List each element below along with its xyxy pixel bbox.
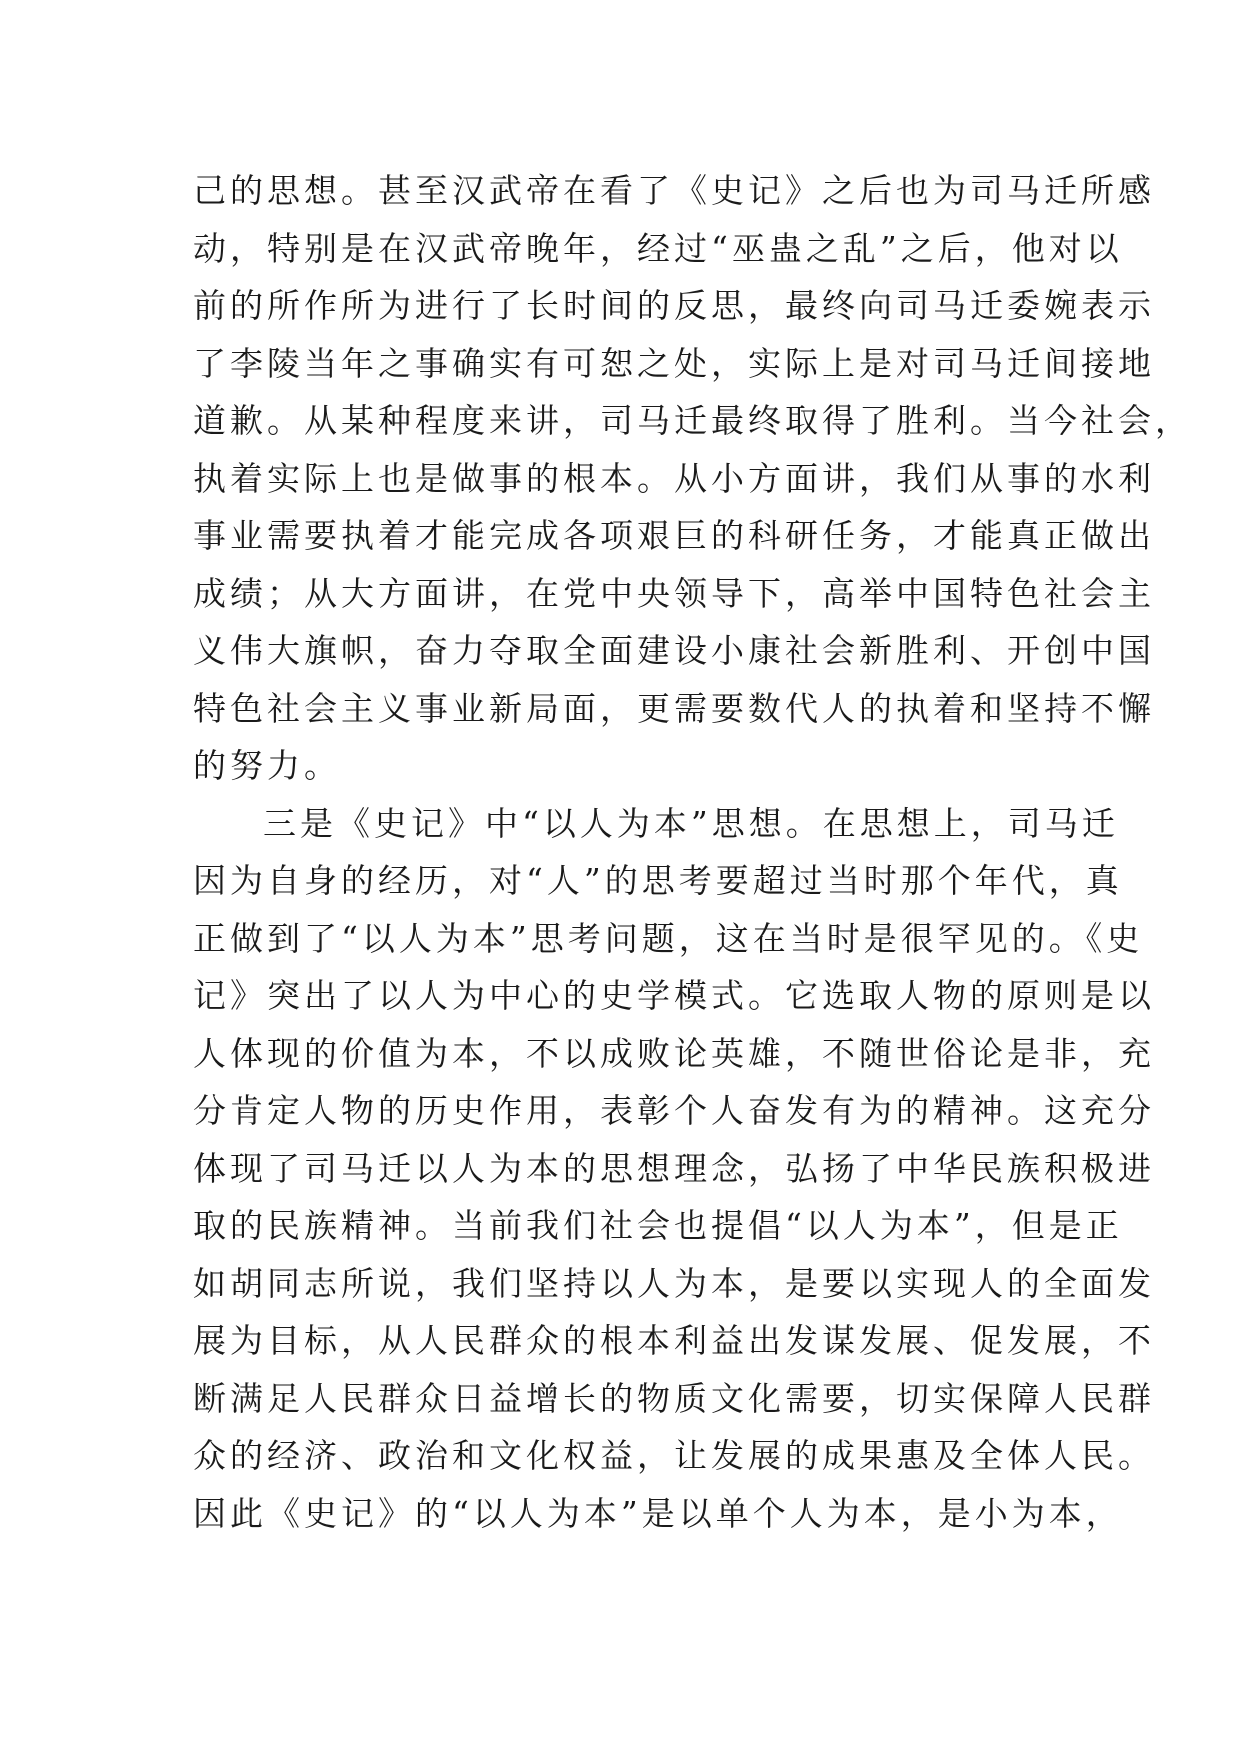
- text-line: 如胡同志所说，我们坚持以人为本，是要以实现人的全面发: [193, 1263, 1155, 1303]
- text-line: 了李陵当年之事确实有可恕之处，实际上是对司马迁间接地: [193, 343, 1155, 383]
- body-text: [193, 162, 1192, 1542]
- text-line: 己的思想。甚至汉武帝在看了《史记》之后也为司马迁所感: [193, 171, 1155, 210]
- text-line: 取的民族精神。当前我们社会也提倡“以人为本”，但是正: [193, 1206, 1123, 1245]
- text-line: 的努力。: [193, 746, 341, 785]
- text-line: 人体现的价值为本，不以成败论英雄，不随世俗论是非，充: [193, 1033, 1155, 1073]
- text-line: 成绩；从大方面讲，在党中央领导下，高举中国特色社会主: [193, 573, 1155, 613]
- paragraph-2: [193, 795, 1155, 1543]
- text-line: 动，特别是在汉武帝晚年，经过“巫蛊之乱”之后，他对以: [193, 228, 1123, 268]
- text-line: 正做到了“以人为本”思考问题，这在当时是很罕见的。《史: [193, 918, 1144, 958]
- text-line: 义伟大旗帜，奋力夺取全面建设小康社会新胜利、开创中国: [193, 631, 1155, 670]
- text-line: 记》突出了以人为中心的史学模式。它选取人物的原则是以: [193, 976, 1155, 1015]
- text-line: 事业需要执着才能完成各项艰巨的科研任务，才能真正做出: [193, 516, 1155, 555]
- text-line: 体现了司马迁以人为本的思想理念，弘扬了中华民族积极进: [193, 1148, 1155, 1188]
- text-line: 因此《史记》的“以人为本”是以单个人为本，是小为本，: [193, 1493, 1123, 1533]
- text-line: 因为自身的经历，对“人”的思考要超过当时那个年代，真: [193, 861, 1123, 900]
- text-line: 执着实际上也是做事的根本。从小方面讲，我们从事的水利: [193, 458, 1155, 498]
- text-line: 分肯定人物的历史作用，表彰个人奋发有为的精神。这充分: [193, 1091, 1155, 1130]
- text-line: 前的所作所为进行了长时间的反思，最终向司马迁委婉表示: [193, 286, 1155, 325]
- text-line: 特色社会主义事业新局面，更需要数代人的执着和坚持不懈: [193, 688, 1155, 728]
- text-line: 展为目标，从人民群众的根本利益出发谋发展、促发展，不: [193, 1321, 1155, 1360]
- text-line: 三是《史记》中“以人为本”思想。在思想上，司马迁: [263, 803, 1119, 843]
- text-line: 众的经济、政治和文化权益，让发展的成果惠及全体人民。: [193, 1436, 1155, 1475]
- text-line: 道歉。从某种程度来讲，司马迁最终取得了胜利。当今社会，: [193, 401, 1192, 440]
- paragraph-1: [193, 162, 1192, 795]
- text-line: 断满足人民群众日益增长的物质文化需要，切实保障人民群: [193, 1378, 1155, 1418]
